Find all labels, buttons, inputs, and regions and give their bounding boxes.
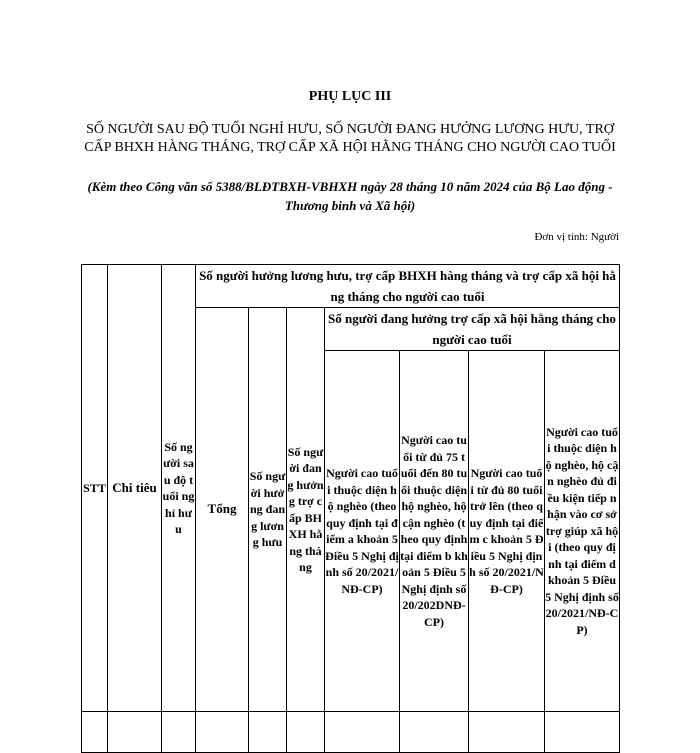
header-social-a: Người cao tuổi thuộc diện hộ nghèo (theo quy định tại điểm a khoản 5 Điều 5 Nghị định số 20/2021/NĐ-CP) bbox=[325, 351, 400, 712]
header-pension: Số người hưởng đang lương hưu bbox=[249, 308, 287, 712]
header-stt: STT bbox=[82, 265, 108, 712]
table-cell bbox=[108, 712, 162, 753]
header-criteria: Chi tiêu bbox=[108, 265, 162, 712]
document-subtitle: (Kèm theo Công văn số 5388/BLĐTBXH-VBHXH ngày 28 tháng 10 năm 2024 của Bộ Lao động - Thương binh và Xã hội) bbox=[87, 179, 613, 213]
table-cell bbox=[196, 712, 249, 753]
header-retired-age: Số người sau độ tuổi nghỉ hưu bbox=[162, 265, 196, 712]
table-cell bbox=[249, 712, 287, 753]
header-bhxh: Số người đang hưởng trợ cấp BHXH hằng tháng bbox=[287, 308, 325, 712]
document-title: SỐ NGƯỜI SAU ĐỘ TUỔI NGHỈ HƯU, SỐ NGƯỜI ĐANG HƯỞNG LƯƠNG HƯU, TRỢ CẤP BHXH HÀNG THÁNG, TRỢ CẤP XÃ HỘI HẰNG THÁNG CHO NGƯỜI CAO TUỔI bbox=[84, 122, 616, 155]
header-social-d: Người cao tuổi thuộc diện hộ nghèo, hộ cận nghèo đủ điều kiện tiếp nhận vào cơ sở trợ giúp xã hội (theo quy định tại điểm d khoản 5 Điều 5 Nghị định số 20/2021/NĐ-CP) bbox=[545, 351, 620, 712]
table-cell bbox=[469, 712, 545, 753]
header-total: Tổng bbox=[196, 308, 249, 712]
table-cell bbox=[287, 712, 325, 753]
statistics-table bbox=[81, 264, 620, 753]
table-cell bbox=[400, 712, 469, 753]
table-cell bbox=[82, 712, 108, 753]
table-cell bbox=[545, 712, 620, 753]
appendix-title: PHỤ LỤC III bbox=[308, 89, 392, 104]
table-cell bbox=[325, 712, 400, 753]
header-group-main: Số người hưởng lương hưu, trợ cấp BHXH hàng tháng và trợ cấp xã hội hằng tháng cho người cao tuổi bbox=[196, 265, 620, 308]
table-cell bbox=[162, 712, 196, 753]
header-social-c: Người cao tuổi từ đủ 80 tuổi trở lên (theo quy định tại điểm c khoản 5 Điều 5 Nghị định số 20/2021/NĐ-CP) bbox=[469, 351, 545, 712]
header-social-b: Người cao tuổi từ đủ 75 tuổi đến 80 tuổi thuộc diện hộ nghèo, hộ cận nghèo (theo quy định tại điểm b khoản 5 Điều 5 Nghị định số 20/202DNĐ-CP) bbox=[400, 351, 469, 712]
unit-label: Đơn vị tính: Người bbox=[534, 231, 619, 243]
header-group-social: Số người đang hưởng trợ cấp xã hội hằng tháng cho người cao tuổi bbox=[325, 308, 620, 351]
